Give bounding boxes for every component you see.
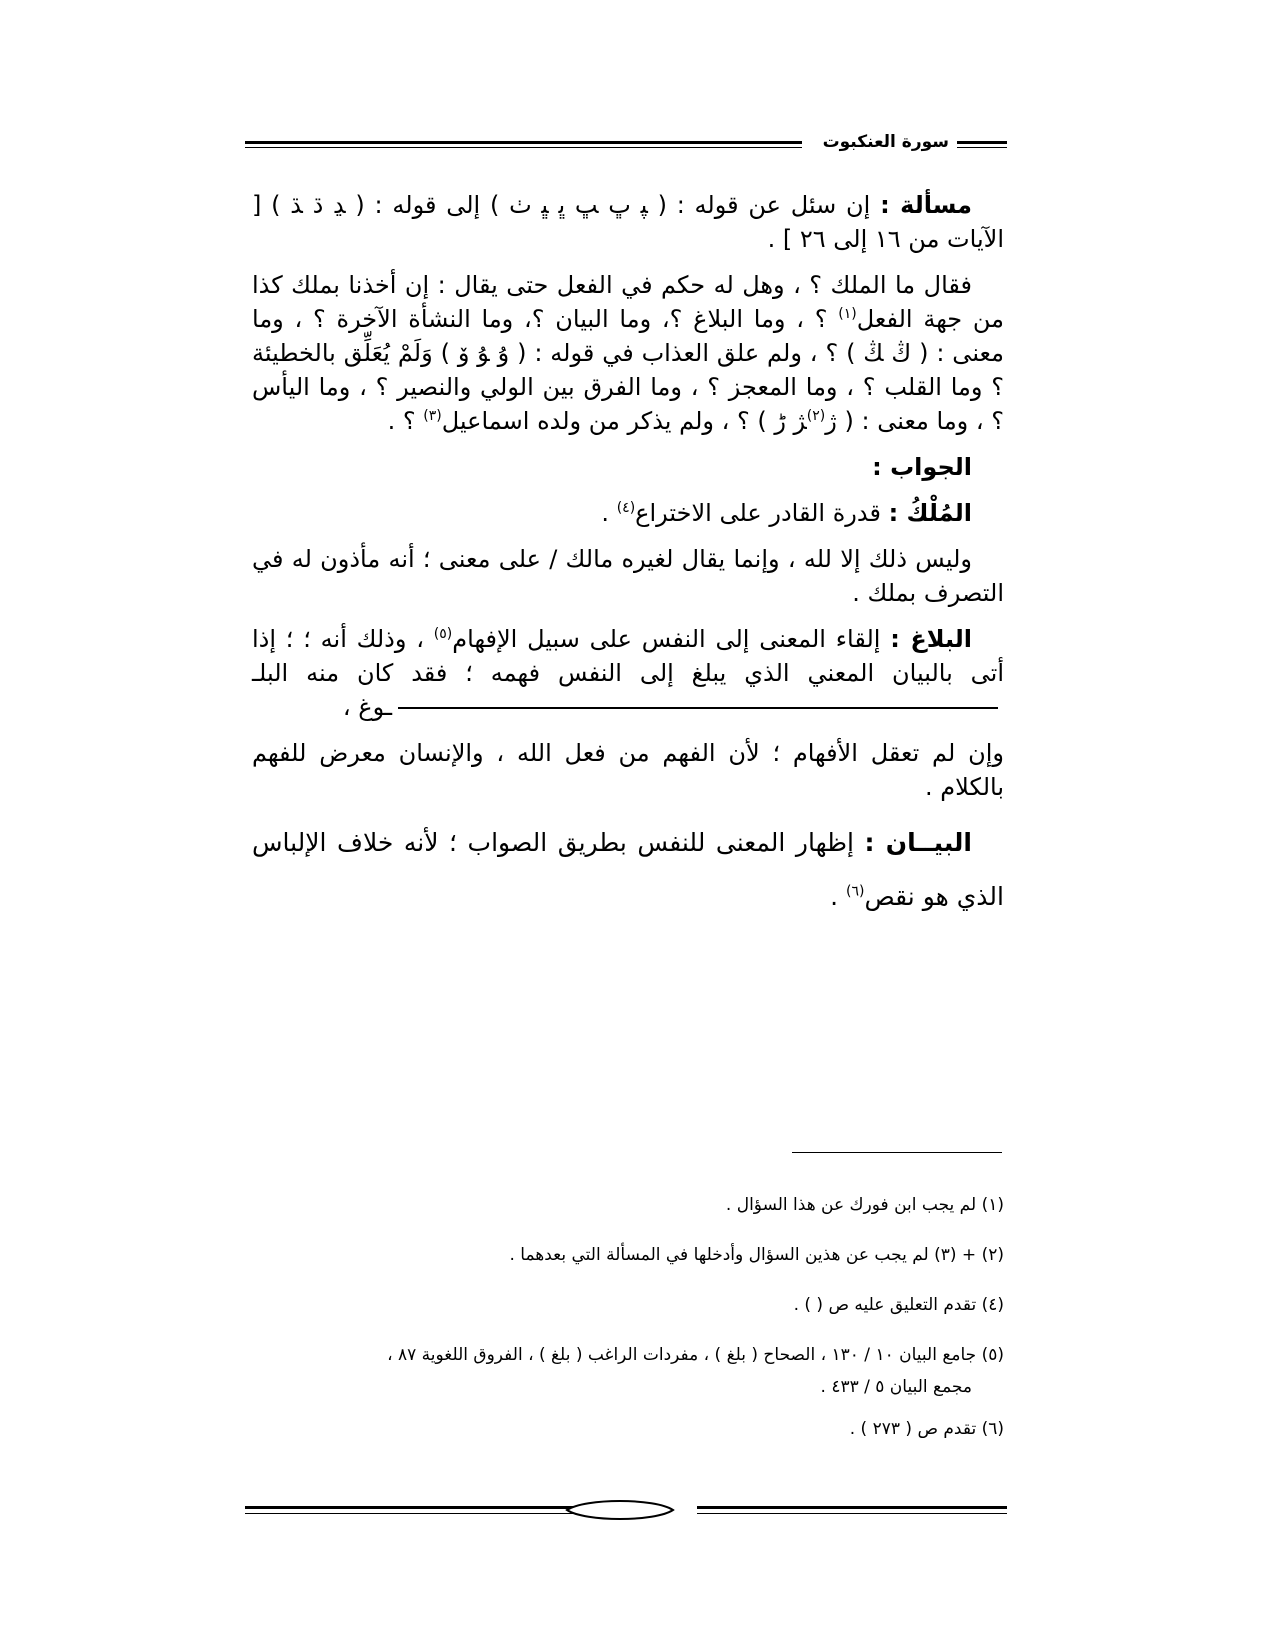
questions-text-b: ؟ ، وما البلاغ ؟، وما البيان ؟، وما النشأة الآخرة ؟ ، وما معنى : ( ﯓ ﯔ ) ؟ ، ولم علق العذاب في قوله : ( ﯗ ﯘ ﯙ ) وَلَمْ يُعَلِّق بالخطيئة ؟ وما القلب ؟ ، وما المعجز ؟ ، وما الفرق بين الولي والنصير ؟ ، وما اليأس ؟ ، وما معنى : ( ﮊ xyxy=(252,305,1004,435)
bayan-definition xyxy=(252,816,1004,924)
questions-list-paragraph xyxy=(252,268,1004,438)
footnote-2-3: (٢) + (٣) لم يجب عن هذين السؤال وأدخلها في المسألة التي بعدهما . xyxy=(509,1245,1004,1265)
footnote-ref-3: (٣) xyxy=(423,408,442,424)
page-header xyxy=(245,132,1007,158)
footnotes xyxy=(300,1180,1004,1454)
balagh-text-b: ، وذلك أنه ؛ ؛ إذا أتى بالبيان المعني الذي يبلغ إلى النفس فهمه ؛ فقد كان منه البلـ xyxy=(252,625,1004,687)
footnote-4: (٤) تقدم التعليق عليه ص ( ) . xyxy=(793,1295,1004,1315)
balagh-text-d: وإن لم تعقل الأفهام ؛ لأن الفهم من فعل الله ، والإنسان معرض للفهم بالكلام . xyxy=(252,739,1004,801)
question-label: مسألة : xyxy=(880,191,973,219)
page-number-ornament xyxy=(565,1496,675,1526)
footnote-separator xyxy=(792,1152,1002,1153)
balagh-text-c: ـوغ ، xyxy=(342,693,392,721)
mulk-label: المُلْكُ : xyxy=(888,499,972,527)
page-footer xyxy=(245,1496,1007,1526)
bayan-label: البيــان : xyxy=(864,828,972,857)
questions-text-a: فقال ما الملك ؟ ، وهل له حكم في الفعل حتى يقال : إن أخذنا بملك كذا من جهة الفعل xyxy=(252,271,1004,333)
footnote-1: (١) لم يجب ابن فورك عن هذا السؤال . xyxy=(725,1195,1004,1215)
balagh-definition xyxy=(252,622,1004,724)
mulk-end: . xyxy=(601,499,617,527)
question-paragraph xyxy=(252,188,1004,256)
mulk-definition xyxy=(252,496,1004,530)
question-text: إن سئل عن قوله : ( ﭙ ﭚ ﭛ ﭜ ﭝ ﭞ ) إلى قوله : ( ﮃ ﮄ ﮅ ) [ الآيات من ١٦ إلى ٢٦ ] . xyxy=(252,191,1004,253)
questions-text-c: ﮋ ﮌ ) ؟ ، ولم يذكر من ولده اسماعيل xyxy=(441,407,807,435)
questions-text-d: ؟ . xyxy=(387,407,424,435)
balagh-label: البلاغ : xyxy=(890,625,972,653)
main-text xyxy=(252,188,1004,936)
kashida-line xyxy=(398,707,998,709)
answer-label: الجواب : xyxy=(872,453,972,481)
footer-rule-right xyxy=(697,1506,1007,1514)
surah-title: سورة العنكبوت xyxy=(822,132,949,152)
footnote-5-continued: مجمع البيان ٥ / ٤٣٣ . xyxy=(820,1377,972,1397)
mulk-text: قدرة القادر على الاختراع xyxy=(635,499,889,527)
footnote-ref-4: (٤) xyxy=(616,500,636,516)
balagh-text-a: إلقاء المعنى إلى النفس على سبيل الإفهام xyxy=(452,625,891,653)
footnote-ref-5: (٥) xyxy=(433,626,453,642)
bayan-end: . xyxy=(830,882,847,911)
footnote-6: (٦) تقدم ص ( ٢٧٣ ) . xyxy=(849,1419,1004,1439)
header-rule-right xyxy=(957,141,1007,148)
bayan-text: إظهار المعنى للنفس بطريق الصواب ؛ لأنه خلاف الإلباس الذي هو نقص xyxy=(252,828,1004,911)
mulk-explanation-text: وليس ذلك إلا لله ، وإنما يقال لغيره مالك / على معنى ؛ أنه مأذون له في التصرف بملك . xyxy=(252,545,1004,607)
answer-heading xyxy=(252,450,1004,484)
mulk-explanation xyxy=(252,542,1004,610)
footer-rule-left xyxy=(245,1506,575,1514)
balagh-continuation xyxy=(252,736,1004,804)
footnote-ref-6: (٦) xyxy=(846,883,865,900)
header-rule-left xyxy=(245,141,802,148)
footnote-5: (٥) جامع البيان ١٠ / ١٣٠ ، الصحاح ( بلغ ) ، مفردات الراغب ( بلغ ) ، الفروق اللغوية ٨٧ ، xyxy=(387,1345,1004,1365)
footnote-ref-1: (١) xyxy=(838,306,857,322)
footnote-ref-2: (٢) xyxy=(806,408,826,424)
